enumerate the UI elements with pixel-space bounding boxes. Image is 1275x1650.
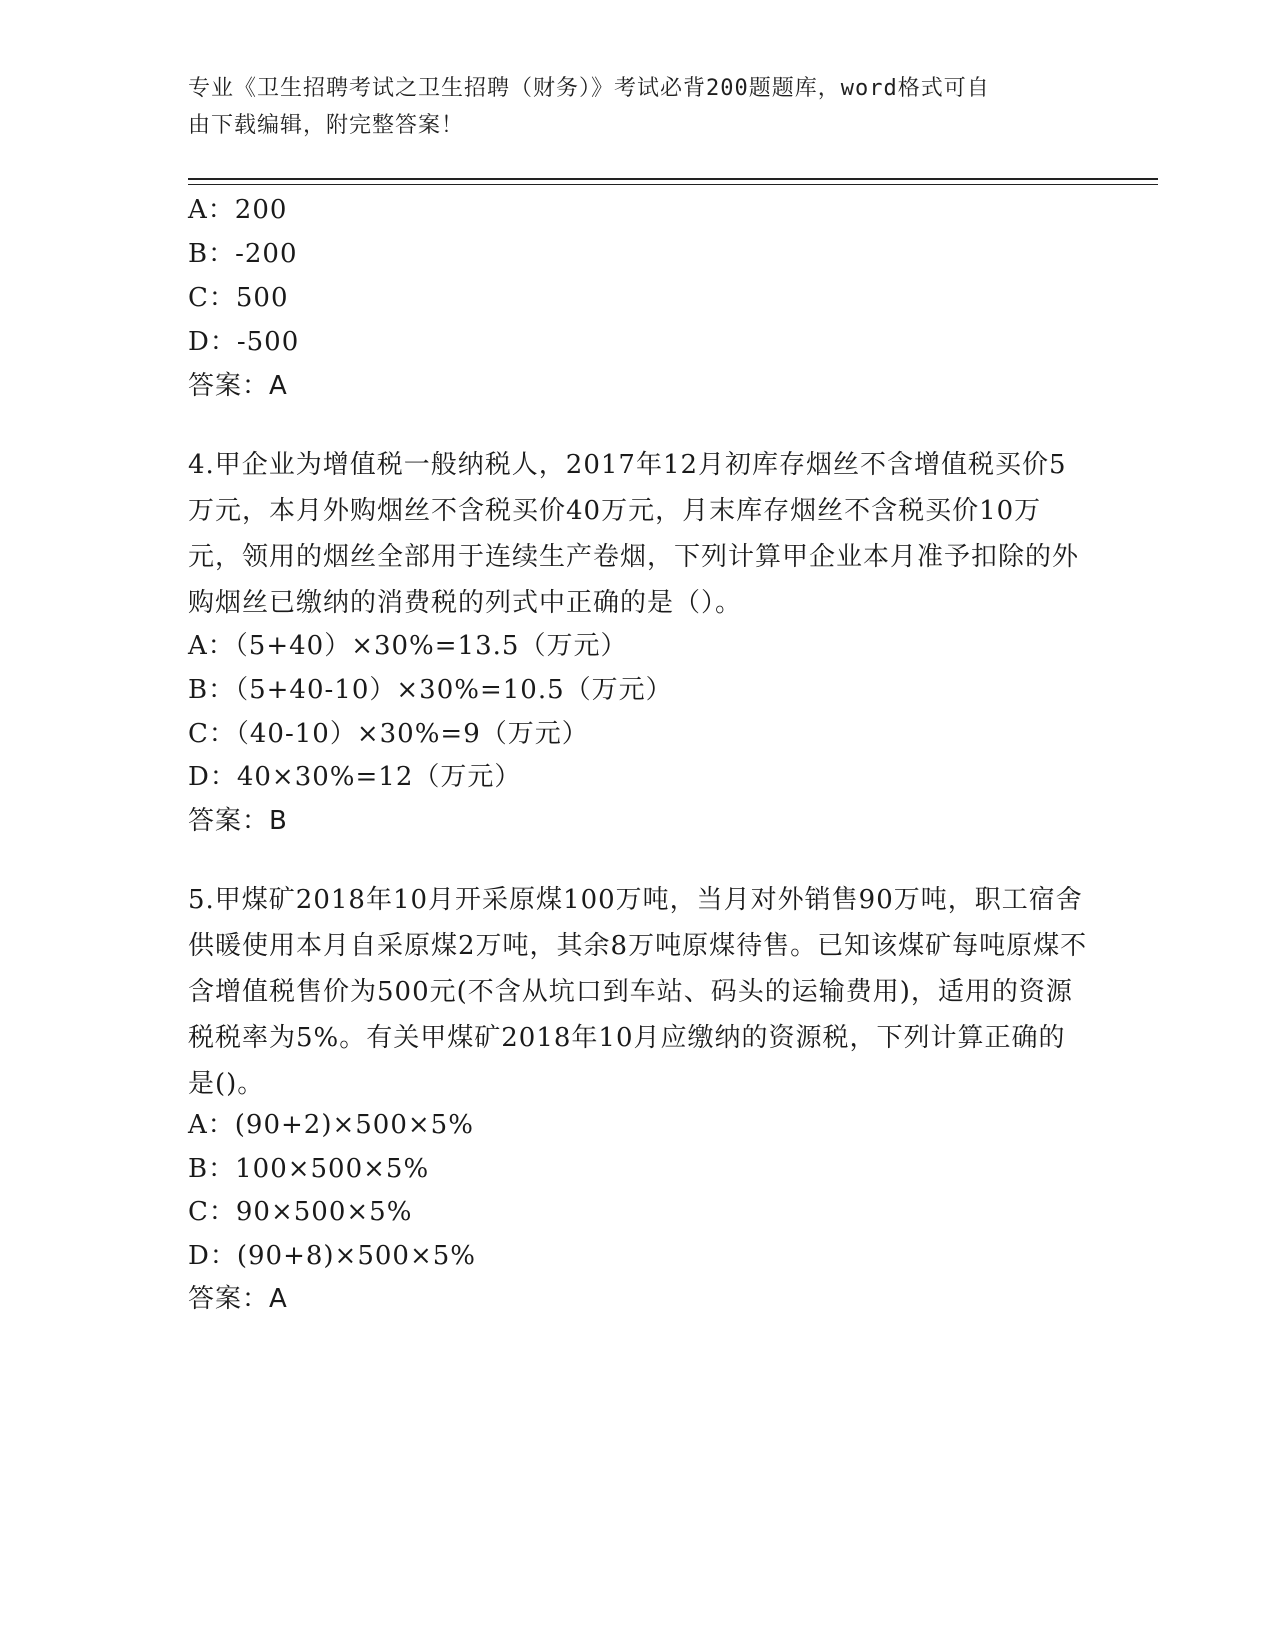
q5-stem: 5.甲煤矿2018年10月开采原煤100万吨，当月对外销售90万吨，职工宿舍供暖使用本月自采原煤2万吨，其余8万吨原煤待售。已知该煤矿每吨原煤不含增值税售价为500元(不含从坑口到车站、码头的运输费用)，适用的资源税税率为5%。有关甲煤矿2018年10月应缴纳的资源税，下列计算正确的是()。 [188, 885, 1088, 1099]
header-rule-thick [188, 178, 1158, 180]
q4-option-c: C：（40-10）×30%=9（万元） [188, 719, 589, 749]
q4-option-a: A：（5+40）×30%=13.5（万元） [188, 631, 628, 661]
q5-option-a: A：(90+2)×500×5% [188, 1110, 474, 1140]
q5-option-d: D：(90+8)×500×5% [188, 1241, 476, 1271]
q3-option-c: C：500 [188, 283, 289, 313]
q5-option-c: C：90×500×5% [188, 1197, 413, 1227]
q5-answer: 答案：A [188, 1284, 288, 1314]
q4-stem: 4.甲企业为增值税一般纳税人，2017年12月初库存烟丝不含增值税买价5万元，本月外购烟丝不含税买价40万元，月末库存烟丝不含税买价10万元，领用的烟丝全部用于连续生产卷烟，下列计算甲企业本月准予扣除的外购烟丝已缴纳的消费税的列式中正确的是（）。 [188, 450, 1080, 618]
header-rule-thin [188, 184, 1158, 185]
q3-answer: 答案：A [188, 371, 288, 401]
q4-option-d: D：40×30%=12（万元） [188, 762, 522, 792]
q3-option-b: B：-200 [188, 239, 298, 269]
q4-option-b: B：（5+40-10）×30%=10.5（万元） [188, 675, 673, 705]
header-line-1: 专业《卫生招聘考试之卫生招聘（财务）》考试必背200题题库，word格式可自 [188, 76, 990, 101]
q3-option-d: D：-500 [188, 327, 300, 357]
document-header [188, 70, 1088, 144]
header-line-2: 由下载编辑，附完整答案！ [188, 113, 465, 138]
q4-answer: 答案：B [188, 806, 288, 836]
q3-option-a: A：200 [188, 195, 288, 225]
q5-option-b: B：100×500×5% [188, 1154, 430, 1184]
